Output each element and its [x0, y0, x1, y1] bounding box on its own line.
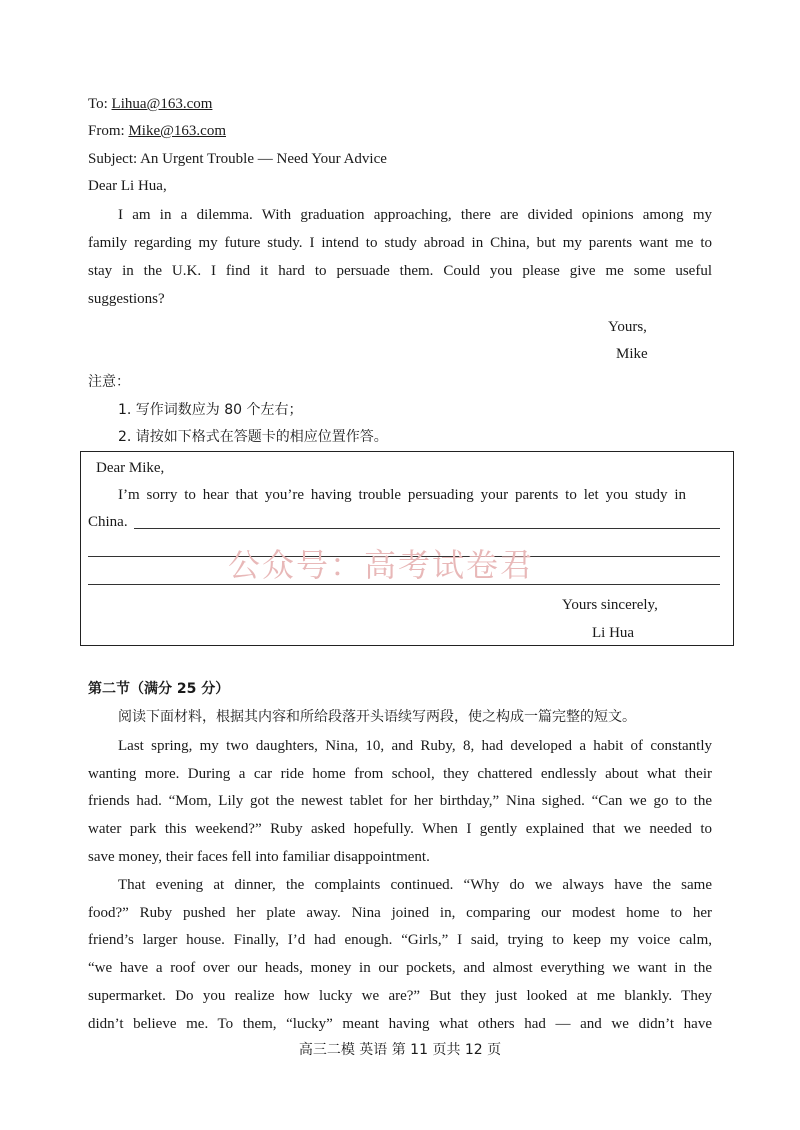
answer-line-1: I’m sorry to hear that you’re having trouble persuading your parents to let you study in: [118, 487, 686, 503]
email-from: [88, 121, 226, 141]
para1-line-3: friends had. “Mom, Lily got the newest tablet for her birthday,” Nina sighed. “Can we go to the: [88, 793, 712, 809]
email-body-line-4: suggestions?: [88, 291, 165, 307]
email-greeting: Dear Li Hua,: [88, 178, 167, 194]
answer-signature: Li Hua: [592, 625, 635, 641]
email-body-line-2: family regarding my future study. I intend to study abroad in China, but my parents want me to: [88, 235, 712, 251]
email-subject: Subject: An Urgent Trouble — Need Your Advice: [88, 151, 387, 167]
page-footer: 高三二模 英语 第 11 页共 12 页: [298, 1042, 502, 1058]
email-body-line-3: stay in the U.K. I find it hard to persuade them. Could you please give me some useful: [88, 263, 712, 279]
notes-item-2: 2. 请按如下格式在答题卡的相应位置作答。: [118, 429, 388, 445]
section-2-instruction: 阅读下面材料，根据其内容和所给段落开头语续写两段，使之构成一篇完整的短文。: [118, 709, 636, 725]
para1-line-1: Last spring, my two daughters, Nina, 10, and Ruby, 8, had developed a habit of constantly: [118, 738, 712, 754]
notes-title: 注意：: [88, 374, 130, 390]
from-address-link[interactable]: Mike@163.com: [128, 123, 226, 139]
para2-line-3: friend’s larger house. Finally, I’d had enough. “Girls,” I said, trying to keep my voice calm,: [88, 932, 712, 948]
watermark: 公众号：高考试卷君: [228, 546, 535, 584]
answer-closing: Yours sincerely,: [562, 597, 658, 613]
answer-line-2-prefix: China.: [88, 514, 128, 530]
para2-line-1: That evening at dinner, the complaints continued. “Why do we always have the same: [118, 877, 712, 893]
email-body-line-1: I am in a dilemma. With graduation approaching, there are divided opinions among my: [118, 207, 712, 223]
notes-item-1: 1. 写作词数应为 80 个左右；: [118, 402, 303, 418]
to-label: To:: [88, 96, 112, 112]
para2-line-2: food?” Ruby pushed her plate away. Nina joined in, comparing our modest home to her: [88, 905, 712, 921]
para2-line-4: “we have a roof over our heads, money in our pockets, and almost everything we want in the: [88, 960, 712, 976]
para1-line-2: wanting more. During a car ride home from school, they chattered endlessly about what their: [88, 766, 712, 782]
email-closing: Yours,: [608, 319, 647, 335]
answer-greeting: Dear Mike,: [96, 460, 165, 476]
para2-line-6: didn’t believe me. To them, “lucky” meant having what others had — and we didn’t have: [88, 1016, 712, 1032]
writing-line-1[interactable]: [134, 528, 720, 529]
para1-line-4: water park this weekend?” Ruby asked hopefully. When I gently explained that we needed to: [88, 821, 712, 837]
section-2-heading: 第二节（满分 25 分）: [88, 681, 230, 697]
to-address-link[interactable]: Lihua@163.com: [111, 96, 213, 112]
from-label: From:: [88, 123, 129, 139]
para1-line-5: save money, their faces fell into familiar disappointment.: [88, 849, 430, 865]
email-to: [88, 94, 212, 114]
para2-line-5: supermarket. Do you realize how lucky we are?” But they just looked at me blankly. They: [88, 988, 712, 1004]
email-signature: Mike: [616, 346, 648, 362]
